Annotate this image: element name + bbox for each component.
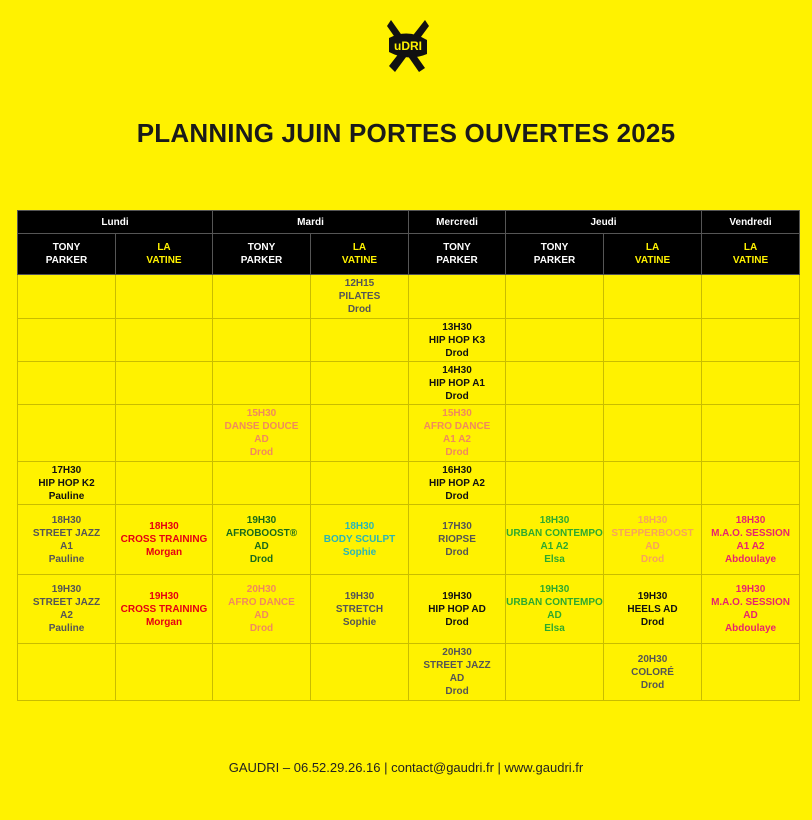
class-slot-line: AFROBOOST®: [225, 527, 298, 539]
day-header: Mardi: [213, 211, 409, 234]
class-slot-line: A2: [60, 610, 73, 621]
class-slot: [409, 575, 506, 644]
class-slot-line: 19H30: [637, 590, 668, 602]
class-slot-line: Drod: [445, 390, 469, 402]
schedule-row: [18, 644, 800, 701]
class-slot-line: CROSS TRAINING: [120, 603, 208, 615]
venue-header-line: LA: [743, 242, 758, 253]
class-slot: [18, 462, 116, 505]
class-slot-line: Drod: [445, 547, 469, 558]
class-slot-line: 20H30: [442, 647, 472, 658]
empty-slot: [18, 319, 116, 362]
class-slot-line: 12H15: [344, 278, 375, 289]
class-slot-line: AFRO DANCE: [228, 597, 295, 608]
schedule-row: [18, 575, 800, 644]
empty-slot: [604, 319, 702, 362]
class-slot-line: A1: [60, 540, 73, 552]
class-slot-line: 18H30: [735, 514, 766, 526]
class-slot-line: Pauline: [48, 623, 85, 634]
class-slot-line: 15H30: [442, 408, 472, 419]
class-slot: [409, 362, 506, 405]
venue-header-line: PARKER: [533, 255, 576, 266]
empty-slot: [116, 362, 213, 405]
schedule-row: [18, 362, 800, 405]
venue-header: [116, 234, 213, 275]
empty-slot: [702, 462, 800, 505]
class-slot-line: M.A.O. SESSION: [711, 527, 790, 539]
empty-slot: [116, 462, 213, 505]
class-slot-line: 19H30: [735, 584, 766, 595]
empty-slot: [116, 405, 213, 462]
empty-slot: [702, 319, 800, 362]
class-slot-line: AD: [547, 610, 562, 621]
empty-slot: [604, 405, 702, 462]
schedule-row: [18, 275, 800, 319]
venue-header-line: VATINE: [634, 255, 671, 266]
venue-header-line: LA: [645, 242, 660, 253]
day-header: Lundi: [18, 211, 213, 234]
venue-header-line: TONY: [247, 242, 276, 253]
class-slot: [506, 575, 604, 644]
venue-header: [409, 234, 506, 275]
class-slot: [604, 644, 702, 701]
empty-slot: [702, 644, 800, 701]
venues-header-row: [18, 234, 800, 275]
class-slot-line: Pauline: [48, 553, 85, 565]
day-header: Mercredi: [409, 211, 506, 234]
venue-header-line: TONY: [52, 242, 81, 253]
venue-header-line: VATINE: [341, 255, 378, 266]
class-slot-line: STREET JAZZ: [32, 597, 101, 608]
venue-header-line: TONY: [540, 242, 569, 253]
day-header: Vendredi: [702, 211, 800, 234]
empty-slot: [506, 275, 604, 319]
class-slot-line: 13H30: [442, 321, 472, 333]
class-slot-line: 19H30: [51, 584, 82, 595]
class-slot-line: URBAN CONTEMPO: [506, 527, 603, 539]
empty-slot: [116, 644, 213, 701]
empty-slot: [311, 462, 409, 505]
class-slot: [702, 575, 800, 644]
empty-slot: [311, 405, 409, 462]
empty-slot: [18, 362, 116, 405]
empty-slot: [604, 462, 702, 505]
class-slot-line: STRETCH: [335, 603, 384, 615]
class-slot-line: BODY SCULPT: [323, 534, 396, 545]
class-slot: [409, 319, 506, 362]
class-slot: [311, 575, 409, 644]
schedule-table: [17, 210, 800, 701]
empty-slot: [506, 462, 604, 505]
class-slot-line: URBAN CONTEMPO: [506, 597, 603, 608]
empty-slot: [18, 275, 116, 319]
class-slot-line: Drod: [445, 347, 469, 359]
class-slot-line: 20H30: [246, 584, 277, 595]
class-slot-line: RIOPSE: [438, 534, 476, 545]
venue-header: [604, 234, 702, 275]
empty-slot: [18, 405, 116, 462]
class-slot-line: COLORÉ: [631, 666, 674, 678]
class-slot-line: HIP HOP K3: [428, 334, 486, 346]
venue-header: [213, 234, 311, 275]
venue-header: [18, 234, 116, 275]
venue-header-line: VATINE: [732, 255, 769, 266]
class-slot-line: AD: [645, 540, 660, 552]
class-slot-line: Abdoulaye: [724, 623, 777, 634]
class-slot-line: Pauline: [48, 490, 85, 502]
venue-header-line: LA: [157, 242, 171, 253]
class-slot: [213, 405, 311, 462]
empty-slot: [506, 362, 604, 405]
class-slot-line: HIP HOP A2: [429, 477, 485, 489]
class-slot: [506, 505, 604, 575]
class-slot-line: Sophie: [342, 616, 377, 628]
class-slot: [409, 505, 506, 575]
class-slot: [311, 505, 409, 575]
class-slot-line: AD: [254, 610, 269, 621]
empty-slot: [116, 275, 213, 319]
empty-slot: [311, 362, 409, 405]
class-slot-line: HIP HOP AD: [428, 603, 486, 615]
venue-header: [311, 234, 409, 275]
class-slot-line: 18H30: [51, 514, 82, 526]
schedule-row: [18, 319, 800, 362]
empty-slot: [213, 462, 311, 505]
class-slot-line: 19H30: [344, 590, 375, 602]
venue-header-line: PARKER: [45, 255, 88, 266]
class-slot: [213, 505, 311, 575]
class-slot-line: Drod: [445, 447, 469, 458]
class-slot-line: Drod: [640, 679, 665, 691]
class-slot-line: Morgan: [145, 547, 183, 558]
empty-slot: [604, 275, 702, 319]
class-slot-line: DANSE DOUCE: [224, 421, 299, 432]
venue-header: [702, 234, 800, 275]
empty-slot: [409, 275, 506, 319]
empty-slot: [116, 319, 213, 362]
class-slot-line: 16H30: [442, 464, 472, 476]
class-slot-line: 17H30: [51, 464, 82, 476]
venue-header-line: PARKER: [240, 255, 283, 266]
footer-contact: GAUDRI – 06.52.29.26.16 | contact@gaudri.fr | www.gaudri.fr: [228, 760, 584, 775]
class-slot-line: PILATES: [338, 291, 381, 302]
class-slot: [213, 575, 311, 644]
class-slot-line: HEELS AD: [627, 603, 678, 615]
class-slot-line: CROSS TRAINING: [120, 534, 208, 545]
empty-slot: [18, 644, 116, 701]
empty-slot: [604, 362, 702, 405]
empty-slot: [506, 319, 604, 362]
class-slot-line: HIP HOP A1: [429, 377, 485, 389]
day-header: Jeudi: [506, 211, 702, 234]
class-slot-line: Drod: [640, 553, 665, 565]
class-slot: [311, 275, 409, 319]
class-slot-line: 19H30: [539, 584, 570, 595]
class-slot-line: STREET JAZZ: [423, 660, 491, 671]
class-slot: [18, 575, 116, 644]
schedule-row: [18, 405, 800, 462]
page-title: PLANNING JUIN PORTES OUVERTES 2025: [136, 118, 676, 148]
empty-slot: [311, 644, 409, 701]
empty-slot: [213, 319, 311, 362]
class-slot-line: Sophie: [342, 547, 377, 558]
class-slot-line: 18H30: [149, 521, 179, 532]
class-slot-line: Drod: [640, 616, 665, 628]
class-slot-line: STREET JAZZ: [32, 527, 101, 539]
class-slot-line: AFRO DANCE: [423, 421, 491, 432]
class-slot-line: Drod: [249, 447, 274, 458]
class-slot-line: Abdoulaye: [724, 553, 777, 565]
class-slot-line: A1 A2: [540, 540, 569, 552]
class-slot-line: 18H30: [344, 521, 375, 532]
class-slot-line: HIP HOP K2: [38, 477, 95, 489]
venue-header-line: TONY: [443, 242, 471, 253]
class-slot-line: A1 A2: [736, 540, 765, 552]
class-slot: [604, 505, 702, 575]
class-slot-line: AD: [449, 673, 465, 684]
empty-slot: [702, 362, 800, 405]
class-slot-line: Drod: [445, 616, 469, 628]
class-slot-line: 19H30: [149, 590, 179, 602]
class-slot-line: Drod: [249, 553, 274, 565]
empty-slot: [213, 362, 311, 405]
class-slot: [604, 575, 702, 644]
class-slot-line: M.A.O. SESSION: [711, 597, 790, 608]
class-slot-line: Drod: [445, 490, 469, 502]
class-slot: [18, 505, 116, 575]
class-slot-line: AD: [743, 610, 758, 621]
class-slot-line: 18H30: [539, 514, 570, 526]
class-slot-line: A1 A2: [443, 434, 471, 445]
class-slot-line: 19H30: [246, 514, 277, 526]
class-slot-line: Morgan: [145, 616, 183, 628]
venue-header-line: PARKER: [436, 255, 478, 266]
empty-slot: [506, 405, 604, 462]
class-slot: [409, 405, 506, 462]
class-slot-line: 20H30: [637, 653, 668, 665]
class-slot: [116, 575, 213, 644]
empty-slot: [311, 319, 409, 362]
empty-slot: [702, 275, 800, 319]
empty-slot: [213, 275, 311, 319]
class-slot: [116, 505, 213, 575]
class-slot-line: Drod: [249, 623, 274, 634]
logo-text: uDRI: [394, 39, 422, 53]
class-slot-line: Elsa: [544, 623, 565, 634]
venue-header-line: LA: [352, 242, 367, 253]
schedule-row: [18, 505, 800, 575]
class-slot-line: 17H30: [442, 521, 472, 532]
class-slot-line: STEPPERBOOST: [611, 527, 694, 539]
venue-header: [506, 234, 604, 275]
class-slot-line: AD: [254, 540, 269, 552]
empty-slot: [213, 644, 311, 701]
gaudri-logo: [385, 18, 431, 74]
class-slot-line: Elsa: [544, 553, 565, 565]
class-slot: [409, 644, 506, 701]
class-slot-line: 18H30: [637, 514, 668, 526]
class-slot: [702, 505, 800, 575]
class-slot-line: 15H30: [246, 408, 277, 419]
days-header-row: [18, 211, 800, 234]
class-slot-line: AD: [254, 434, 269, 445]
class-slot: [409, 462, 506, 505]
class-slot-line: 19H30: [442, 590, 472, 602]
schedule-row: [18, 462, 800, 505]
class-slot-line: 14H30: [442, 364, 472, 376]
venue-header-line: VATINE: [146, 255, 182, 266]
class-slot-line: Drod: [445, 686, 469, 697]
empty-slot: [702, 405, 800, 462]
empty-slot: [506, 644, 604, 701]
class-slot-line: Drod: [347, 304, 372, 315]
